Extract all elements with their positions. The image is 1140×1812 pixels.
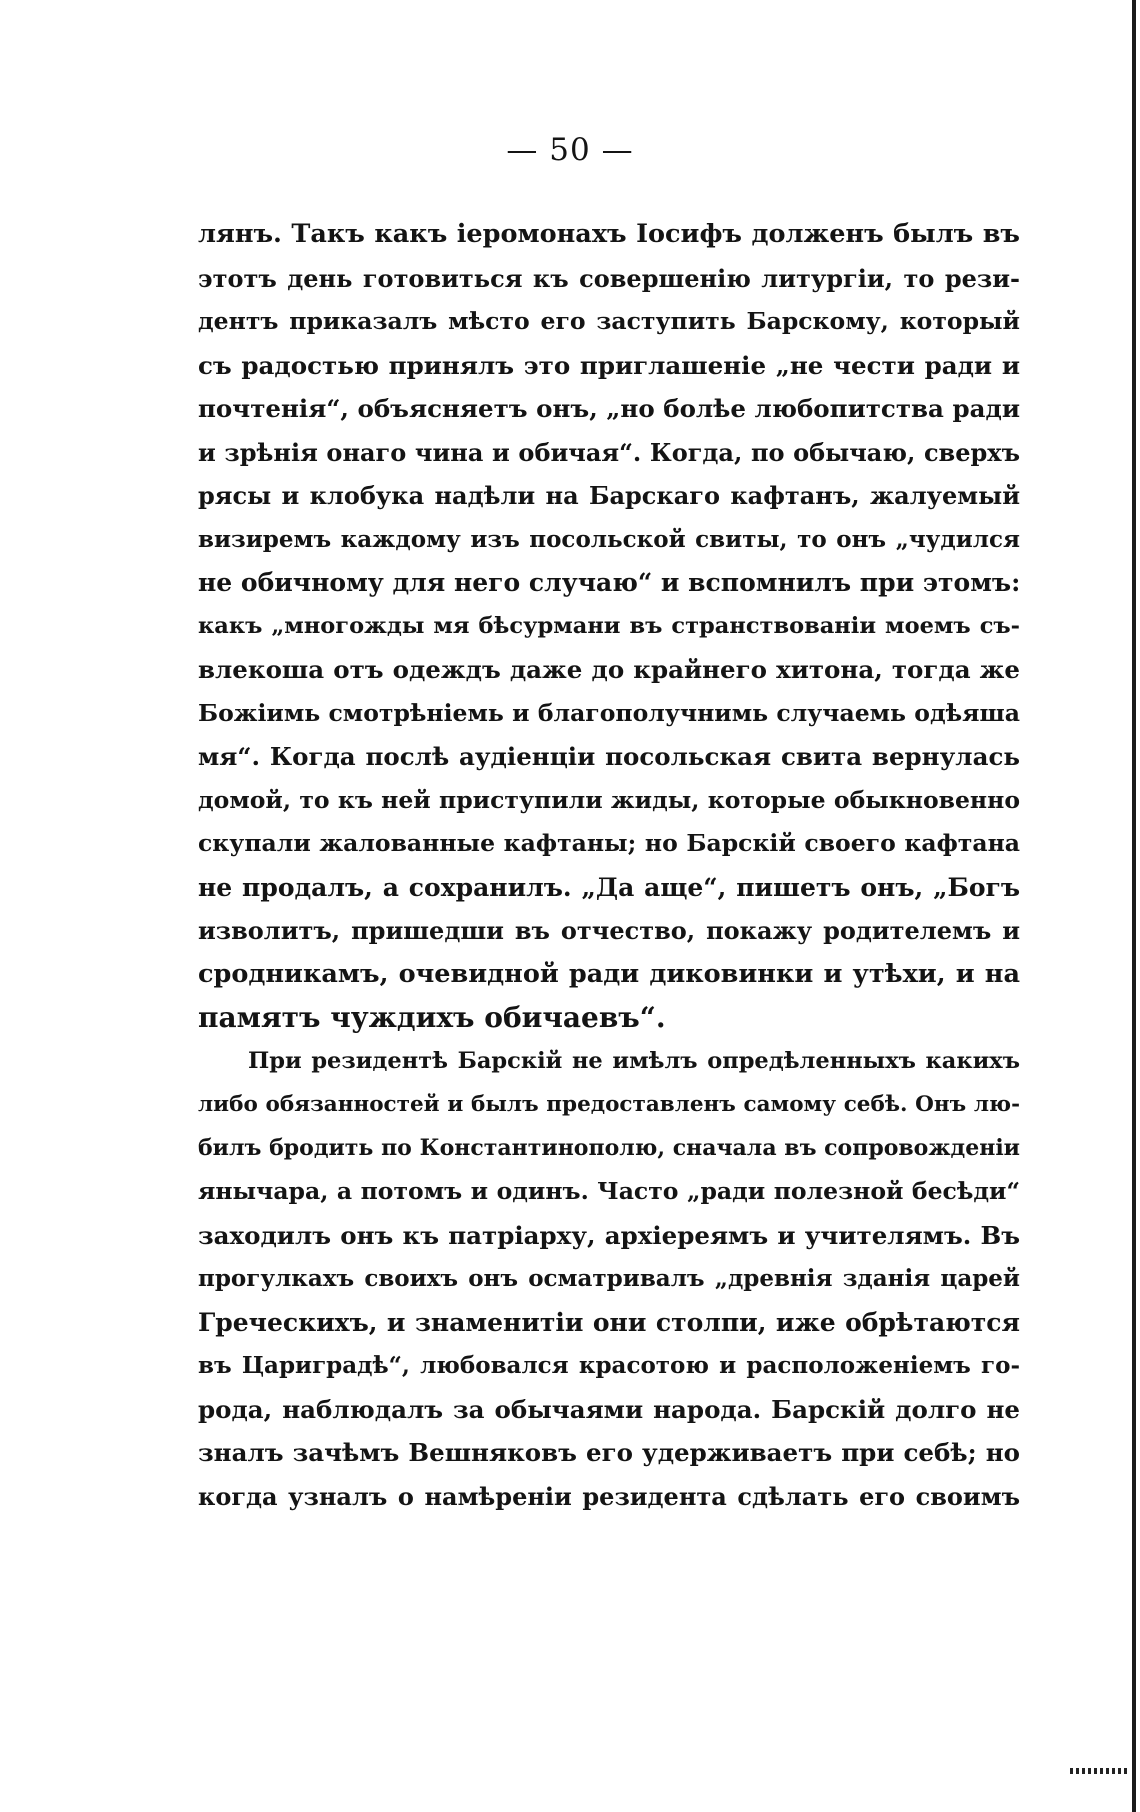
text-line: заходилъ онъ къ патріарху, архіереямъ и учителямъ. Въ: [198, 1220, 1020, 1250]
text-line: рода, наблюдалъ за обычаями народа. Барскій долго не: [198, 1394, 1020, 1424]
text-line: янычара, а потомъ и одинъ. Часто „ради полезной бесѣди“: [198, 1177, 1020, 1205]
text-line: какъ „многожды мя бѣсурмани въ странствованіи моемъ съ-: [198, 612, 1020, 639]
paragraph-1: [198, 213, 1020, 1040]
text-line: этотъ день готовиться къ совершенію литургіи, то рези-: [198, 263, 1020, 293]
text-line: въ Цариградѣ“, любовался красотою и расположеніемъ го-: [198, 1352, 1020, 1379]
scan-speck: [1070, 1768, 1130, 1774]
body-text: [198, 213, 1020, 1518]
text-line: почтенія“, объясняетъ онъ, „но болѣе любопитства ради: [198, 394, 1020, 423]
text-line: не обичному для него случаю“ и вспомнилъ при этомъ:: [198, 568, 1020, 597]
text-line: прогулкахъ своихъ онъ осматривалъ „древнія зданія царей: [198, 1265, 1020, 1292]
page-number: — 50 —: [506, 132, 634, 168]
text-line: изволитъ, пришедши въ отчество, покажу родителемъ и: [198, 916, 1020, 945]
text-line: либо обязанностей и былъ предоставленъ самому себѣ. Онъ лю-: [198, 1092, 1020, 1117]
text-line: скупали жалованные кафтаны; но Барскій своего кафтана: [198, 829, 1020, 857]
text-line: Греческихъ, и знаменитіи они столпи, иже обрѣтаются: [198, 1307, 1020, 1337]
text-line: не продалъ, а сохранилъ. „Да аще“, пишетъ онъ, „Богъ: [198, 872, 1020, 902]
text-line: когда узналъ о намѣреніи резидента сдѣлать его своимъ: [198, 1481, 1020, 1511]
text-line: рясы и клобука надѣли на Барскаго кафтанъ, жалуемый: [198, 481, 1020, 510]
page-edge-shadow: [1132, 0, 1136, 1812]
text-line: съ радостью принялъ это приглашеніе „не чести ради и: [198, 350, 1020, 380]
text-line: зналъ зачѣмъ Вешняковъ его удерживаетъ при себѣ; но: [198, 1438, 1020, 1467]
text-line: влекоша отъ одеждъ даже до крайнего хитона, тогда же: [198, 655, 1020, 684]
text-line: При резидентѣ Барскій не имѣлъ опредѣленныхъ какихъ: [248, 1047, 1020, 1074]
text-line: памятъ чуждихъ обичаевъ“.: [198, 1001, 666, 1034]
text-line: домой, то къ ней приступили жиды, которые обыкновенно: [198, 785, 1020, 814]
text-line: мя“. Когда послѣ аудіенціи посольская свита вернулась: [198, 742, 1020, 771]
text-line: визиремъ каждому изъ посольской свиты, то онъ „чудился: [198, 525, 1020, 553]
text-line: дентъ приказалъ мѣсто его заступить Барскому, который: [198, 307, 1020, 335]
paragraph-2: [198, 1040, 1020, 1519]
text-line: лянъ. Такъ какъ іеромонахъ Іосифъ долженъ былъ въ: [198, 219, 1020, 249]
text-line: сродникамъ, очевидной ради диковинки и утѣхи, и на: [198, 958, 1020, 989]
text-line: Божіимь смотрѣніемь и благополучнимь случаемь одѣяша: [198, 698, 1020, 727]
text-line: билъ бродить по Константинополю, сначала въ сопровожденіи: [198, 1134, 1020, 1161]
text-line: и зрѣнія онаго чина и обичая“. Когда, по обычаю, сверхъ: [198, 437, 1020, 467]
